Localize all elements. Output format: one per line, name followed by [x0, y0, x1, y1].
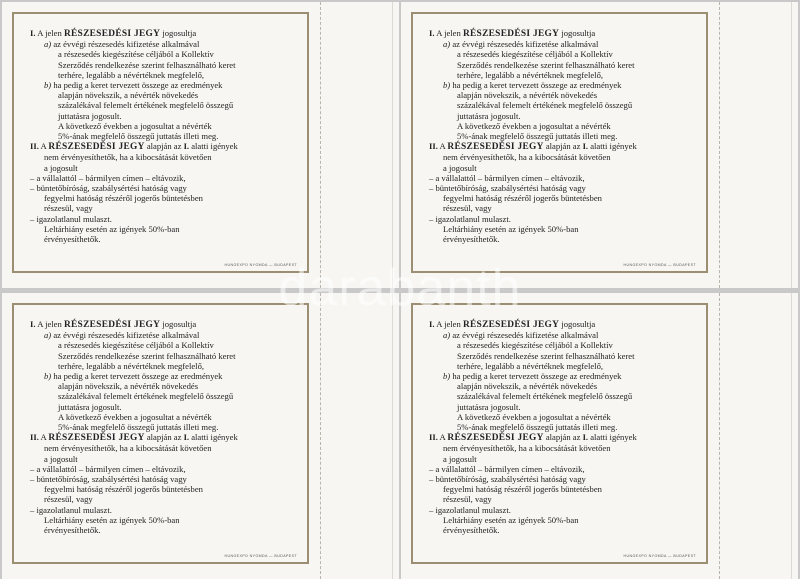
- clause-b-line: százalékával felemelt értékének megfelelő összegű: [457, 100, 633, 111]
- section-two-pre: A: [40, 432, 47, 443]
- clause-b-line: juttatásra jogosult.: [457, 110, 521, 121]
- clause-a-line: a részesedés kiegészítése céljából a Kollektív: [457, 49, 613, 60]
- inventory-shortage: [429, 224, 696, 244]
- inventory-shortage-line: Leltárhiány esetén az igények 50%-ban: [443, 223, 579, 234]
- clause-a-line: terhére, legalább a névértéknek megfelelő,: [58, 69, 205, 80]
- ticket-frame: [12, 12, 309, 273]
- section-one-post: jogosultja: [561, 28, 596, 38]
- section-two-mid: alapján az: [545, 141, 581, 152]
- section-two-number: II.: [429, 432, 438, 443]
- ticket-frame: [411, 12, 708, 273]
- share-ticket-card: [401, 2, 798, 288]
- section-one-title: RÉSZESEDÉSI JEGY: [462, 320, 560, 330]
- clause-a: [30, 39, 297, 80]
- condition-penalty-line: fegyelmi hatóság részéről jogerős büntetésben: [44, 193, 203, 204]
- section-one-number: I.: [30, 28, 36, 38]
- printer-imprint: HUNGEXPO NYOMDA — BUDAPEST: [224, 554, 297, 558]
- clause-a-line: az évvégi részesedés kifizetése alkalmával: [53, 330, 200, 341]
- ticket-text: [429, 28, 696, 244]
- clause-b-line: ha pedig a keret tervezett összege az eredmények: [53, 80, 223, 91]
- share-ticket-card: [401, 293, 798, 579]
- section-one-heading: [429, 319, 696, 330]
- inventory-shortage: [30, 224, 297, 244]
- clause-a-line: Szerződés rendelkezése szerint felhasználható keret: [457, 350, 635, 361]
- clause-a-line: az évvégi részesedés kifizetése alkalmával: [53, 39, 200, 50]
- perforation-line: [320, 2, 321, 288]
- section-one-pre: A jelen: [436, 319, 461, 329]
- section-two-heading: [429, 432, 696, 443]
- condition-penalty: [30, 183, 297, 214]
- following-years-line: 5%-ának megfelelő összegű juttatás illeti meg.: [457, 422, 618, 433]
- condition-penalty-line: – büntetőbíróság, szabálysértési hatóság vagy: [30, 474, 187, 485]
- section-two-line: nem érvényesíthetők, ha a kibocsátását követően: [443, 443, 611, 454]
- following-years: [429, 121, 696, 141]
- section-two-mid: alapján az: [146, 141, 182, 152]
- stub-edge: [392, 293, 393, 579]
- section-one-title: RÉSZESEDÉSI JEGY: [63, 320, 161, 330]
- clause-a-line: Szerződés rendelkezése szerint felhasználható keret: [58, 59, 236, 70]
- clause-b-line: százalékával felemelt értékének megfelelő összegű: [58, 391, 234, 402]
- clause-a-line: a részesedés kiegészítése céljából a Kollektív: [58, 49, 214, 60]
- clause-b-line: alapján növekszik, a névérték növekedés: [457, 90, 598, 101]
- clause-a-line: terhére, legalább a névértéknek megfelelő,: [457, 360, 604, 371]
- section-two-body: [429, 443, 696, 463]
- condition-penalty: [30, 474, 297, 505]
- section-two-title: RÉSZESEDÉSI JEGY: [447, 433, 544, 444]
- perforation-line: [719, 293, 720, 579]
- condition-penalty-line: fegyelmi hatóság részéről jogerős büntetésben: [443, 193, 602, 204]
- inventory-shortage: [429, 515, 696, 535]
- section-two-post: alatti igények: [590, 141, 637, 152]
- printer-imprint: HUNGEXPO NYOMDA — BUDAPEST: [623, 263, 696, 267]
- ticket-text: [30, 28, 297, 244]
- section-two-number: II.: [30, 432, 39, 443]
- section-one-title: RÉSZESEDÉSI JEGY: [462, 29, 560, 39]
- section-one-post: jogosultja: [561, 319, 596, 329]
- condition-leave: – a vállalattól – bármilyen címen – eltávozik,: [429, 172, 585, 183]
- clause-b-line: ha pedig a keret tervezett összege az eredmények: [452, 80, 622, 91]
- perforation-line: [719, 2, 720, 288]
- perforation-line: [320, 293, 321, 579]
- following-years: [30, 121, 297, 141]
- clause-b-line: ha pedig a keret tervezett összege az eredmények: [53, 371, 223, 382]
- section-two-title: RÉSZESEDÉSI JEGY: [447, 142, 544, 153]
- following-years-line: A következő években a jogosultat a névérték: [58, 411, 212, 422]
- inventory-shortage-line: érvényesíthetők.: [44, 525, 101, 536]
- condition-absence: – igazolatlanul mulaszt.: [429, 504, 511, 515]
- section-two-post: alatti igények: [590, 432, 637, 443]
- clause-b-label: b): [443, 371, 451, 382]
- condition-absence: – igazolatlanul mulaszt.: [30, 213, 112, 224]
- section-two-heading: [30, 432, 297, 443]
- clause-b-line: alapján növekszik, a névérték növekedés: [58, 381, 199, 392]
- clause-b-line: százalékával felemelt értékének megfelelő összegű: [457, 391, 633, 402]
- section-two-ref: I.: [582, 432, 589, 443]
- inventory-shortage-line: érvényesíthetők.: [44, 234, 101, 245]
- following-years: [30, 412, 297, 432]
- section-two-pre: A: [40, 141, 47, 152]
- section-two-pre: A: [439, 432, 446, 443]
- clause-b: [30, 371, 297, 412]
- section-two-line: a jogosult: [443, 453, 477, 464]
- condition-leave: – a vállalattól – bármilyen címen – eltávozik,: [30, 172, 186, 183]
- section-one-heading: [30, 319, 297, 330]
- section-two-ref: I.: [183, 432, 190, 443]
- share-ticket-card: [2, 2, 399, 288]
- section-two-post: alatti igények: [191, 432, 238, 443]
- section-one-post: jogosultja: [162, 28, 197, 38]
- clause-a-line: az évvégi részesedés kifizetése alkalmával: [452, 330, 599, 341]
- clause-b-label: b): [443, 80, 451, 91]
- inventory-shortage-line: Leltárhiány esetén az igények 50%-ban: [44, 514, 180, 525]
- section-two-heading: [30, 141, 297, 152]
- section-two-number: II.: [429, 141, 438, 152]
- clause-b-line: alapján növekszik, a névérték növekedés: [58, 90, 199, 101]
- clause-b: [429, 80, 696, 121]
- condition-penalty-line: részesül, vagy: [44, 203, 93, 214]
- condition-leave: – a vállalattól – bármilyen címen – eltávozik,: [30, 463, 186, 474]
- following-years-line: 5%-ának megfelelő összegű juttatás illeti meg.: [457, 131, 618, 142]
- condition-penalty-line: fegyelmi hatóság részéről jogerős büntetésben: [44, 484, 203, 495]
- clause-a-label: a): [443, 39, 451, 50]
- clause-a-line: terhére, legalább a névértéknek megfelelő,: [58, 360, 205, 371]
- clause-a-line: Szerződés rendelkezése szerint felhasználható keret: [457, 59, 635, 70]
- following-years-line: A következő években a jogosultat a névérték: [58, 120, 212, 131]
- section-two-body: [30, 443, 297, 463]
- condition-penalty-line: fegyelmi hatóság részéről jogerős büntetésben: [443, 484, 602, 495]
- section-two-line: nem érvényesíthetők, ha a kibocsátását követően: [44, 443, 212, 454]
- clause-a-line: Szerződés rendelkezése szerint felhasználható keret: [58, 350, 236, 361]
- section-two-line: nem érvényesíthetők, ha a kibocsátását követően: [443, 152, 611, 163]
- section-two-title: RÉSZESEDÉSI JEGY: [48, 142, 145, 153]
- clause-b: [429, 371, 696, 412]
- condition-penalty-line: részesül, vagy: [443, 494, 492, 505]
- section-one-heading: [30, 28, 297, 39]
- section-two-line: nem érvényesíthetők, ha a kibocsátását követően: [44, 152, 212, 163]
- condition-penalty-line: részesül, vagy: [443, 203, 492, 214]
- clause-a-line: a részesedés kiegészítése céljából a Kollektív: [457, 340, 613, 351]
- section-two-ref: I.: [582, 141, 589, 152]
- ticket-text: [30, 319, 297, 535]
- ticket-frame: [12, 303, 309, 564]
- condition-penalty-line: – büntetőbíróság, szabálysértési hatóság vagy: [429, 183, 586, 194]
- section-one-pre: A jelen: [37, 28, 62, 38]
- clause-b-line: alapján növekszik, a névérték növekedés: [457, 381, 598, 392]
- clause-b-line: juttatásra jogosult.: [58, 110, 122, 121]
- clause-b-line: juttatásra jogosult.: [58, 401, 122, 412]
- following-years-line: A következő években a jogosultat a névérték: [457, 120, 611, 131]
- clause-a-label: a): [44, 39, 52, 50]
- clause-b-label: b): [44, 80, 52, 91]
- clause-a: [429, 330, 696, 371]
- section-two-mid: alapján az: [545, 432, 581, 443]
- clause-a: [429, 39, 696, 80]
- section-one-number: I.: [429, 28, 435, 38]
- section-two-mid: alapján az: [146, 432, 182, 443]
- condition-penalty: [429, 183, 696, 214]
- condition-absence: – igazolatlanul mulaszt.: [30, 504, 112, 515]
- condition-penalty-line: részesül, vagy: [44, 494, 93, 505]
- clause-a-line: terhére, legalább a névértéknek megfelelő,: [457, 69, 604, 80]
- printer-imprint: HUNGEXPO NYOMDA — BUDAPEST: [623, 554, 696, 558]
- inventory-shortage-line: érvényesíthetők.: [443, 234, 500, 245]
- share-ticket-card: [2, 293, 399, 579]
- inventory-shortage-line: Leltárhiány esetén az igények 50%-ban: [44, 223, 180, 234]
- section-two-pre: A: [439, 141, 446, 152]
- section-two-post: alatti igények: [191, 141, 238, 152]
- section-two-line: a jogosult: [443, 162, 477, 173]
- section-one-number: I.: [429, 319, 435, 329]
- clause-b: [30, 80, 297, 121]
- clause-b-line: juttatásra jogosult.: [457, 401, 521, 412]
- section-one-post: jogosultja: [162, 319, 197, 329]
- section-two-line: a jogosult: [44, 162, 78, 173]
- section-two-ref: I.: [183, 141, 190, 152]
- watermark-text: darabanth: [278, 259, 522, 317]
- clause-b-label: b): [44, 371, 52, 382]
- section-one-number: I.: [30, 319, 36, 329]
- inventory-shortage: [30, 515, 297, 535]
- printer-imprint: HUNGEXPO NYOMDA — BUDAPEST: [224, 263, 297, 267]
- section-two-heading: [429, 141, 696, 152]
- clause-a-label: a): [443, 330, 451, 341]
- condition-absence: – igazolatlanul mulaszt.: [429, 213, 511, 224]
- inventory-shortage-line: érvényesíthetők.: [443, 525, 500, 536]
- clause-b-line: ha pedig a keret tervezett összege az eredmények: [452, 371, 622, 382]
- section-two-body: [30, 152, 297, 172]
- section-two-body: [429, 152, 696, 172]
- section-two-title: RÉSZESEDÉSI JEGY: [48, 433, 145, 444]
- clause-b-line: százalékával felemelt értékének megfelelő összegű: [58, 100, 234, 111]
- section-two-number: II.: [30, 141, 39, 152]
- following-years-line: 5%-ának megfelelő összegű juttatás illeti meg.: [58, 422, 219, 433]
- stub-edge: [791, 293, 792, 579]
- section-one-heading: [429, 28, 696, 39]
- section-one-title: RÉSZESEDÉSI JEGY: [63, 29, 161, 39]
- clause-a-label: a): [44, 330, 52, 341]
- condition-leave: – a vállalattól – bármilyen címen – eltávozik,: [429, 463, 585, 474]
- section-two-line: a jogosult: [44, 453, 78, 464]
- section-one-pre: A jelen: [37, 319, 62, 329]
- clause-a-line: a részesedés kiegészítése céljából a Kollektív: [58, 340, 214, 351]
- stub-edge: [392, 2, 393, 288]
- stub-edge: [791, 2, 792, 288]
- condition-penalty: [429, 474, 696, 505]
- inventory-shortage-line: Leltárhiány esetén az igények 50%-ban: [443, 514, 579, 525]
- clause-a-line: az évvégi részesedés kifizetése alkalmával: [452, 39, 599, 50]
- section-one-pre: A jelen: [436, 28, 461, 38]
- following-years: [429, 412, 696, 432]
- condition-penalty-line: – büntetőbíróság, szabálysértési hatóság vagy: [30, 183, 187, 194]
- following-years-line: 5%-ának megfelelő összegű juttatás illeti meg.: [58, 131, 219, 142]
- following-years-line: A következő években a jogosultat a névérték: [457, 411, 611, 422]
- clause-a: [30, 330, 297, 371]
- ticket-frame: [411, 303, 708, 564]
- condition-penalty-line: – büntetőbíróság, szabálysértési hatóság vagy: [429, 474, 586, 485]
- ticket-text: [429, 319, 696, 535]
